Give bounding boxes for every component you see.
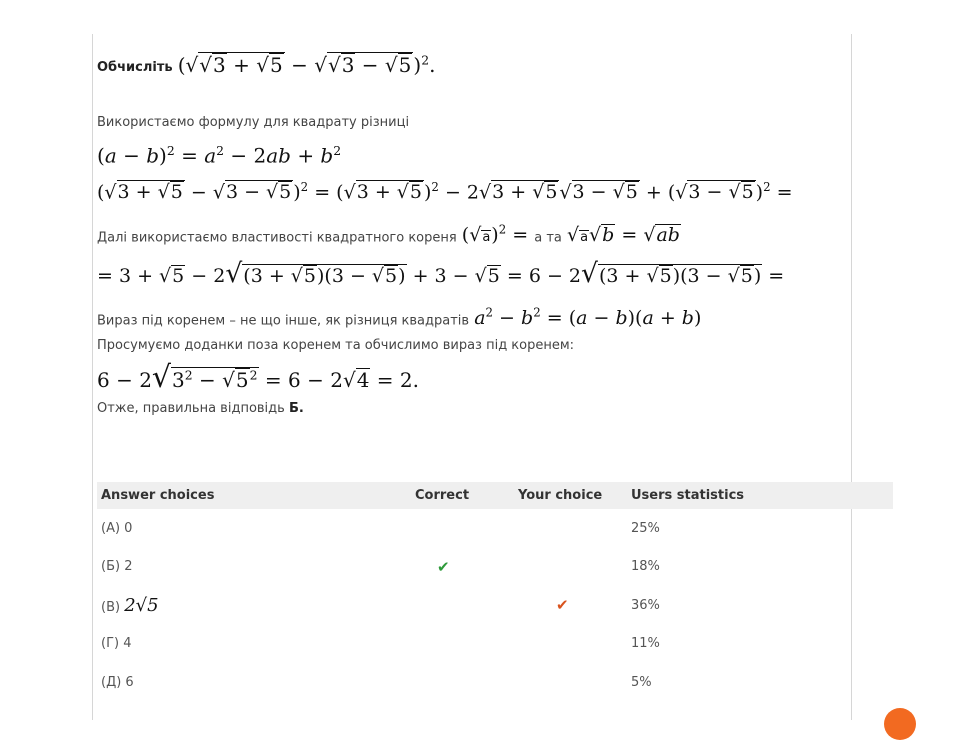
header-answer-choices: Answer choices: [97, 482, 411, 509]
your-choice-cell: [514, 663, 627, 702]
task-line: [97, 52, 435, 77]
formula-simplification: = 3 + √5 − 2√(3 + √5)(3 − √5) + 3 − √5 = 6 − 2√(3 + √5)(3 − √5) =: [97, 258, 785, 289]
explanation-line-3-text: Вираз під коренем – не що інше, як різниця квадратів: [97, 313, 470, 329]
choice-a: (А) 0: [101, 520, 133, 536]
explanation-line-4: Просумуємо доданки поза коренем та обчислимо вираз під коренем:: [97, 338, 575, 353]
your-choice-cell: [514, 586, 627, 625]
your-choice-cell: [514, 548, 627, 587]
header-users-statistics: Users statistics: [627, 482, 893, 509]
correct-cell: [411, 509, 514, 548]
stat-cell: 5%: [631, 674, 652, 690]
table-row: [97, 586, 893, 625]
choice-g: (Г) 4: [101, 636, 132, 652]
choice-v: [97, 586, 411, 625]
sqrt-property-2: √a√b = √ab: [566, 224, 680, 247]
task-label: Обчисліть: [97, 60, 173, 75]
task-expression: (√√3 + √5 − √√3 − √5 )$^2$.: [177, 52, 436, 77]
stat-cell: 18%: [631, 559, 660, 575]
table-row: [97, 548, 893, 587]
your-choice-check-icon: ✔: [556, 596, 569, 615]
explanation-line-1: Використаємо формулу для квадрату різниці: [97, 115, 410, 130]
header-correct: Correct: [411, 482, 514, 509]
and-text: а та: [534, 230, 562, 246]
correct-cell: [411, 625, 514, 664]
explanation-line-3: [97, 306, 701, 329]
difference-of-squares: $a^2 - b^2 = (a - b)(a + b)$: [474, 306, 702, 330]
stat-cell: 25%: [631, 520, 660, 536]
table-row: [97, 625, 893, 664]
explanation-line-2-text: Далі використаємо властивості квадратного кореня: [97, 230, 457, 246]
formula-expansion: (√3 + √5 − √3 − √5 )$^2$ = (√3 + √5 )$^2$ − 2√3 + √5 √3 − √5 + (√3 − √5 )$^2$ =: [97, 180, 793, 204]
correct-cell: [411, 548, 514, 587]
your-choice-cell: [514, 509, 627, 548]
correct-check-icon: ✔: [437, 557, 450, 576]
choice-b: (Б) 2: [101, 559, 133, 575]
formula-square-difference: $(a - b)^2 = a^2 - 2ab + b^2$: [97, 143, 342, 168]
conclusion: [97, 401, 304, 416]
table-header-row: [97, 482, 893, 509]
stat-cell: 36%: [631, 597, 660, 613]
table-row: [97, 663, 893, 702]
correct-cell: [411, 663, 514, 702]
your-choice-cell: [514, 625, 627, 664]
conclusion-answer: Б.: [288, 401, 304, 416]
sqrt-property-1: $(√a)^2$ =: [461, 223, 529, 247]
formula-final: $6 - 2√3^2 - √5^2 = 6 - 2√4 = 2$.: [97, 360, 419, 395]
answer-statistics-table: [97, 482, 893, 702]
choice-math: 2√5: [124, 594, 159, 616]
correct-cell: [411, 586, 514, 625]
table-row: [97, 509, 893, 548]
floating-action-button[interactable]: [884, 708, 916, 740]
stat-cell: 11%: [631, 636, 660, 652]
conclusion-text: Отже, правильна відповідь: [97, 401, 285, 416]
choice-d: (Д) 6: [101, 674, 134, 690]
choice-label: (В): [101, 599, 121, 615]
header-your-choice: Your choice: [514, 482, 627, 509]
explanation-line-2: [97, 223, 681, 247]
